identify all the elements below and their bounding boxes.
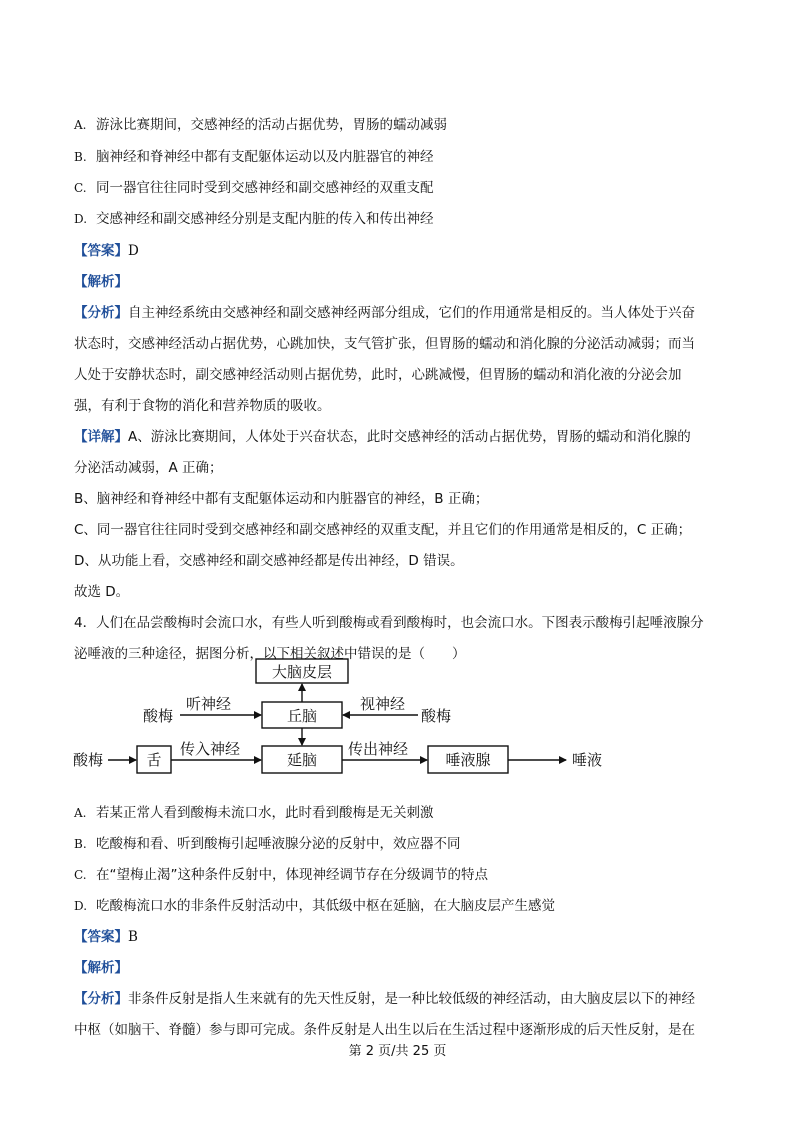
auditory-nerve-label: 听神经 <box>186 695 232 713</box>
q4-fenxi-line-1 <box>74 990 695 1008</box>
option-letter: C. <box>74 868 87 882</box>
xiangjie-text: A、游泳比赛期间，人体处于兴奋状态，此时交感神经的活动占据优势，胃肠的蠕动和消化腺的 <box>128 429 691 445</box>
q3-xiangjie-line-5: D、从功能上看，交感神经和副交感神经都是传出神经，D 错误。 <box>74 553 464 569</box>
optic-nerve-label: 视神经 <box>360 695 406 713</box>
q3-fenxi-line-2: 状态时，交感神经活动占据优势，心跳加快，支气管扩张，但胃肠的蠕动和消化腺的分泌活动减弱；而当 <box>74 336 695 352</box>
page-footer: 第 2 页/共 25 页 <box>348 1044 447 1059</box>
sour-plum-bottom-label: 酸梅 <box>73 751 104 769</box>
salivary-gland-label: 唾液腺 <box>445 751 491 769</box>
sour-plum-left-label: 酸梅 <box>143 707 174 725</box>
afferent-nerve-label: 传入神经 <box>180 740 241 758</box>
q4-option-c <box>74 866 488 884</box>
option-text: 同一器官往往同时受到交感神经和副交感神经的双重支配 <box>96 180 434 196</box>
option-letter: C. <box>74 181 87 195</box>
thalamus-label: 丘脑 <box>286 707 318 725</box>
option-text: 若某正常人看到酸梅未流口水，此时看到酸梅是无关刺激 <box>96 805 434 821</box>
q3-fenxi-line-4: 强，有利于食物的消化和营养物质的吸收。 <box>74 398 331 414</box>
analysis-tag: 【解析】 <box>74 960 128 976</box>
tongue-label: 舌 <box>146 751 162 769</box>
efferent-nerve-label: 传出神经 <box>348 740 409 758</box>
sour-plum-right-label: 酸梅 <box>421 707 452 725</box>
fenxi-tag: 【分析】 <box>74 991 128 1007</box>
q4-fenxi-line-2: 中枢（如脑干、脊髓）参与即可完成。条件反射是人出生以后在生活过程中逐渐形成的后天性反射，是在 <box>74 1022 695 1038</box>
answer-tag: 【答案】 <box>74 929 128 945</box>
saliva-label: 唾液 <box>572 751 603 769</box>
q4-stem-line-2: 泌唾液的三种途径，据图分析，以下相关叙述中错误的是（ ） <box>74 646 466 662</box>
q3-conclusion: 故选 D。 <box>74 584 130 600</box>
analysis-tag: 【解析】 <box>74 274 128 290</box>
answer-value: B <box>128 929 138 945</box>
q4-stem-line-1: 4．人们在品尝酸梅时会流口水，有些人听到酸梅或看到酸梅时，也会流口水。下图表示酸梅引起唾液腺分 <box>74 615 704 631</box>
option-letter: D. <box>74 899 88 913</box>
option-letter: B. <box>74 837 87 851</box>
option-letter: A. <box>74 118 87 132</box>
fenxi-text: 非条件反射是指人生来就有的先天性反射，是一种比较低级的神经活动，由大脑皮层以下的神经 <box>128 991 695 1007</box>
fenxi-tag: 【分析】 <box>74 305 128 321</box>
xiangjie-tag: 【详解】 <box>74 429 128 445</box>
option-text: 吃酸梅和看、听到酸梅引起唾液腺分泌的反射中，效应器不同 <box>96 836 461 852</box>
q4-analysis-heading <box>74 959 128 977</box>
option-letter: A. <box>74 806 87 820</box>
answer-value: D <box>128 243 139 259</box>
q4-option-b <box>74 835 461 853</box>
q3-xiangjie-line-2: 分泌活动减弱，A 正确； <box>74 460 223 476</box>
fenxi-text: 自主神经系统由交感神经和副交感神经两部分组成，它们的作用通常是相反的。当人体处于兴奋 <box>128 305 695 321</box>
q4-answer <box>74 928 138 946</box>
option-text: 交感神经和副交感神经分别是支配内脏的传入和传出神经 <box>96 211 434 227</box>
q3-fenxi-line-3: 人处于安静状态时，副交感神经活动则占据优势，此时，心跳减慢，但胃肠的蠕动和消化液的分泌会加 <box>74 367 682 383</box>
option-text: 在“望梅止渴”这种条件反射中，体现神经调节存在分级调节的特点 <box>96 867 488 883</box>
q3-xiangjie-line-3: B、脑神经和脊神经中都有支配躯体运动和内脏器官的神经，B 正确； <box>74 491 489 507</box>
cortex-label: 大脑皮层 <box>271 663 333 681</box>
option-text: 游泳比赛期间，交感神经的活动占据优势，胃肠的蠕动减弱 <box>96 117 447 133</box>
option-text: 吃酸梅流口水的非条件反射活动中，其低级中枢在延脑，在大脑皮层产生感觉 <box>96 898 555 914</box>
q3-xiangjie-line-4: C、同一器官往往同时受到交感神经和副交感神经的双重支配，并且它们的作用通常是相反的，C 正确； <box>74 522 692 538</box>
answer-tag: 【答案】 <box>74 243 128 259</box>
option-letter: D. <box>74 212 88 226</box>
q4-option-a <box>74 804 434 822</box>
option-text: 脑神经和脊神经中都有支配躯体运动以及内脏器官的神经 <box>96 149 434 165</box>
option-letter: B. <box>74 150 87 164</box>
medulla-label: 延脑 <box>286 751 318 769</box>
q4-option-d <box>74 897 555 915</box>
